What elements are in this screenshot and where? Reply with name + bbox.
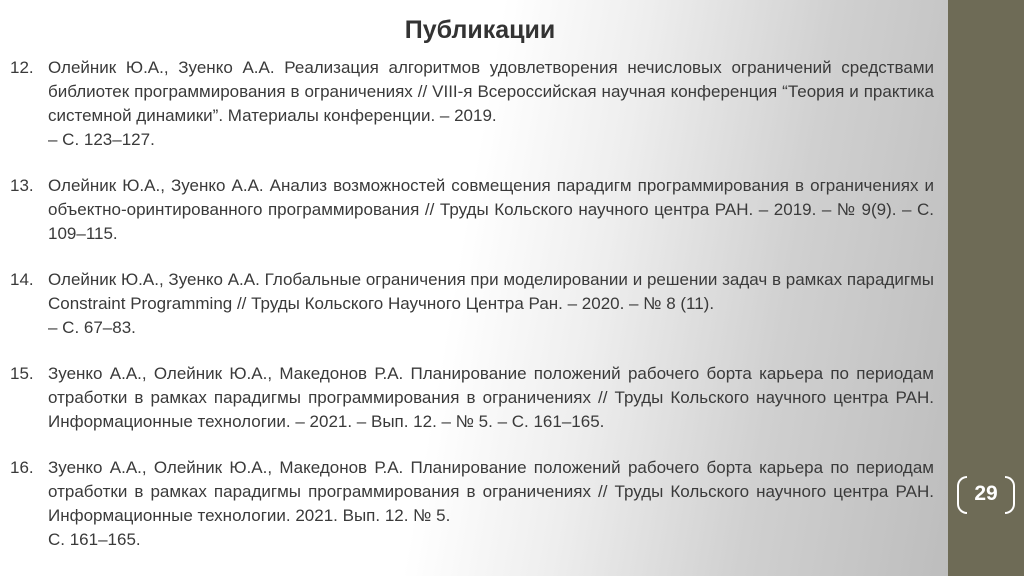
publication-item — [10, 362, 934, 434]
publication-number: 14. — [10, 270, 34, 289]
page-number: 29 — [974, 482, 998, 505]
publication-citation: Олейник Ю.А., Зуенко А.А. Реализация алгоритмов удовлетворения нечисловых ограничений средствами библиотек программирования в ограничениях // VIII-я Всероссийская научная конференция “Теория и практика системной динамики”. Материалы конференции. – 2019. — [48, 58, 934, 125]
publication-item — [10, 174, 934, 246]
publication-text — [48, 56, 934, 152]
publication-pages: – С. 67–83. — [48, 318, 136, 337]
publication-number: 16. — [10, 458, 34, 477]
publication-pages: С. 161–165. — [48, 530, 141, 549]
publication-number: 12. — [10, 58, 34, 77]
publication-number: 13. — [10, 176, 34, 195]
right-bracket-icon — [1005, 476, 1015, 514]
publication-item — [10, 456, 934, 552]
publication-text — [48, 268, 934, 340]
publication-citation: Зуенко А.А., Олейник Ю.А., Македонов Р.А. Планирование положений рабочего борта карьера по периодам отработки в рамках парадигмы программирования в ограничениях // Труды Кольского научного центра РАН. Информационные технологии. – 2021. – Вып. 12. – № 5. – С. 161–165. — [48, 364, 934, 431]
publication-citation: Олейник Ю.А., Зуенко А.А. Анализ возможностей совмещения парадигм программирования в ограничениях и объектно-оринтированного программирования // Труды Кольского научного центра РАН. – 2019. – № 9(9). – С. 109–115. — [48, 176, 934, 243]
publication-text — [48, 456, 934, 552]
publication-number: 15. — [10, 364, 34, 383]
publication-text — [48, 362, 934, 434]
publication-text — [48, 174, 934, 246]
page-number-badge — [957, 476, 1015, 516]
publication-list — [10, 56, 934, 574]
publication-pages: – С. 123–127. — [48, 130, 155, 149]
publication-item — [10, 268, 934, 340]
page-title: Публикации — [404, 16, 556, 44]
publication-item — [10, 56, 934, 152]
publication-citation: Олейник Ю.А., Зуенко А.А. Глобальные ограничения при моделировании и решении задач в рамках парадигмы Constraint Programming // Труды Кольского Научного Центра Ран. – 2020. – № 8 (11). — [48, 270, 934, 313]
publication-citation: Зуенко А.А., Олейник Ю.А., Македонов Р.А. Планирование положений рабочего борта карьера по периодам отработки в рамках парадигмы программирования в ограничениях // Труды Кольского научного центра РАН. Информационные технологии. 2021. Вып. 12. № 5. — [48, 458, 934, 525]
